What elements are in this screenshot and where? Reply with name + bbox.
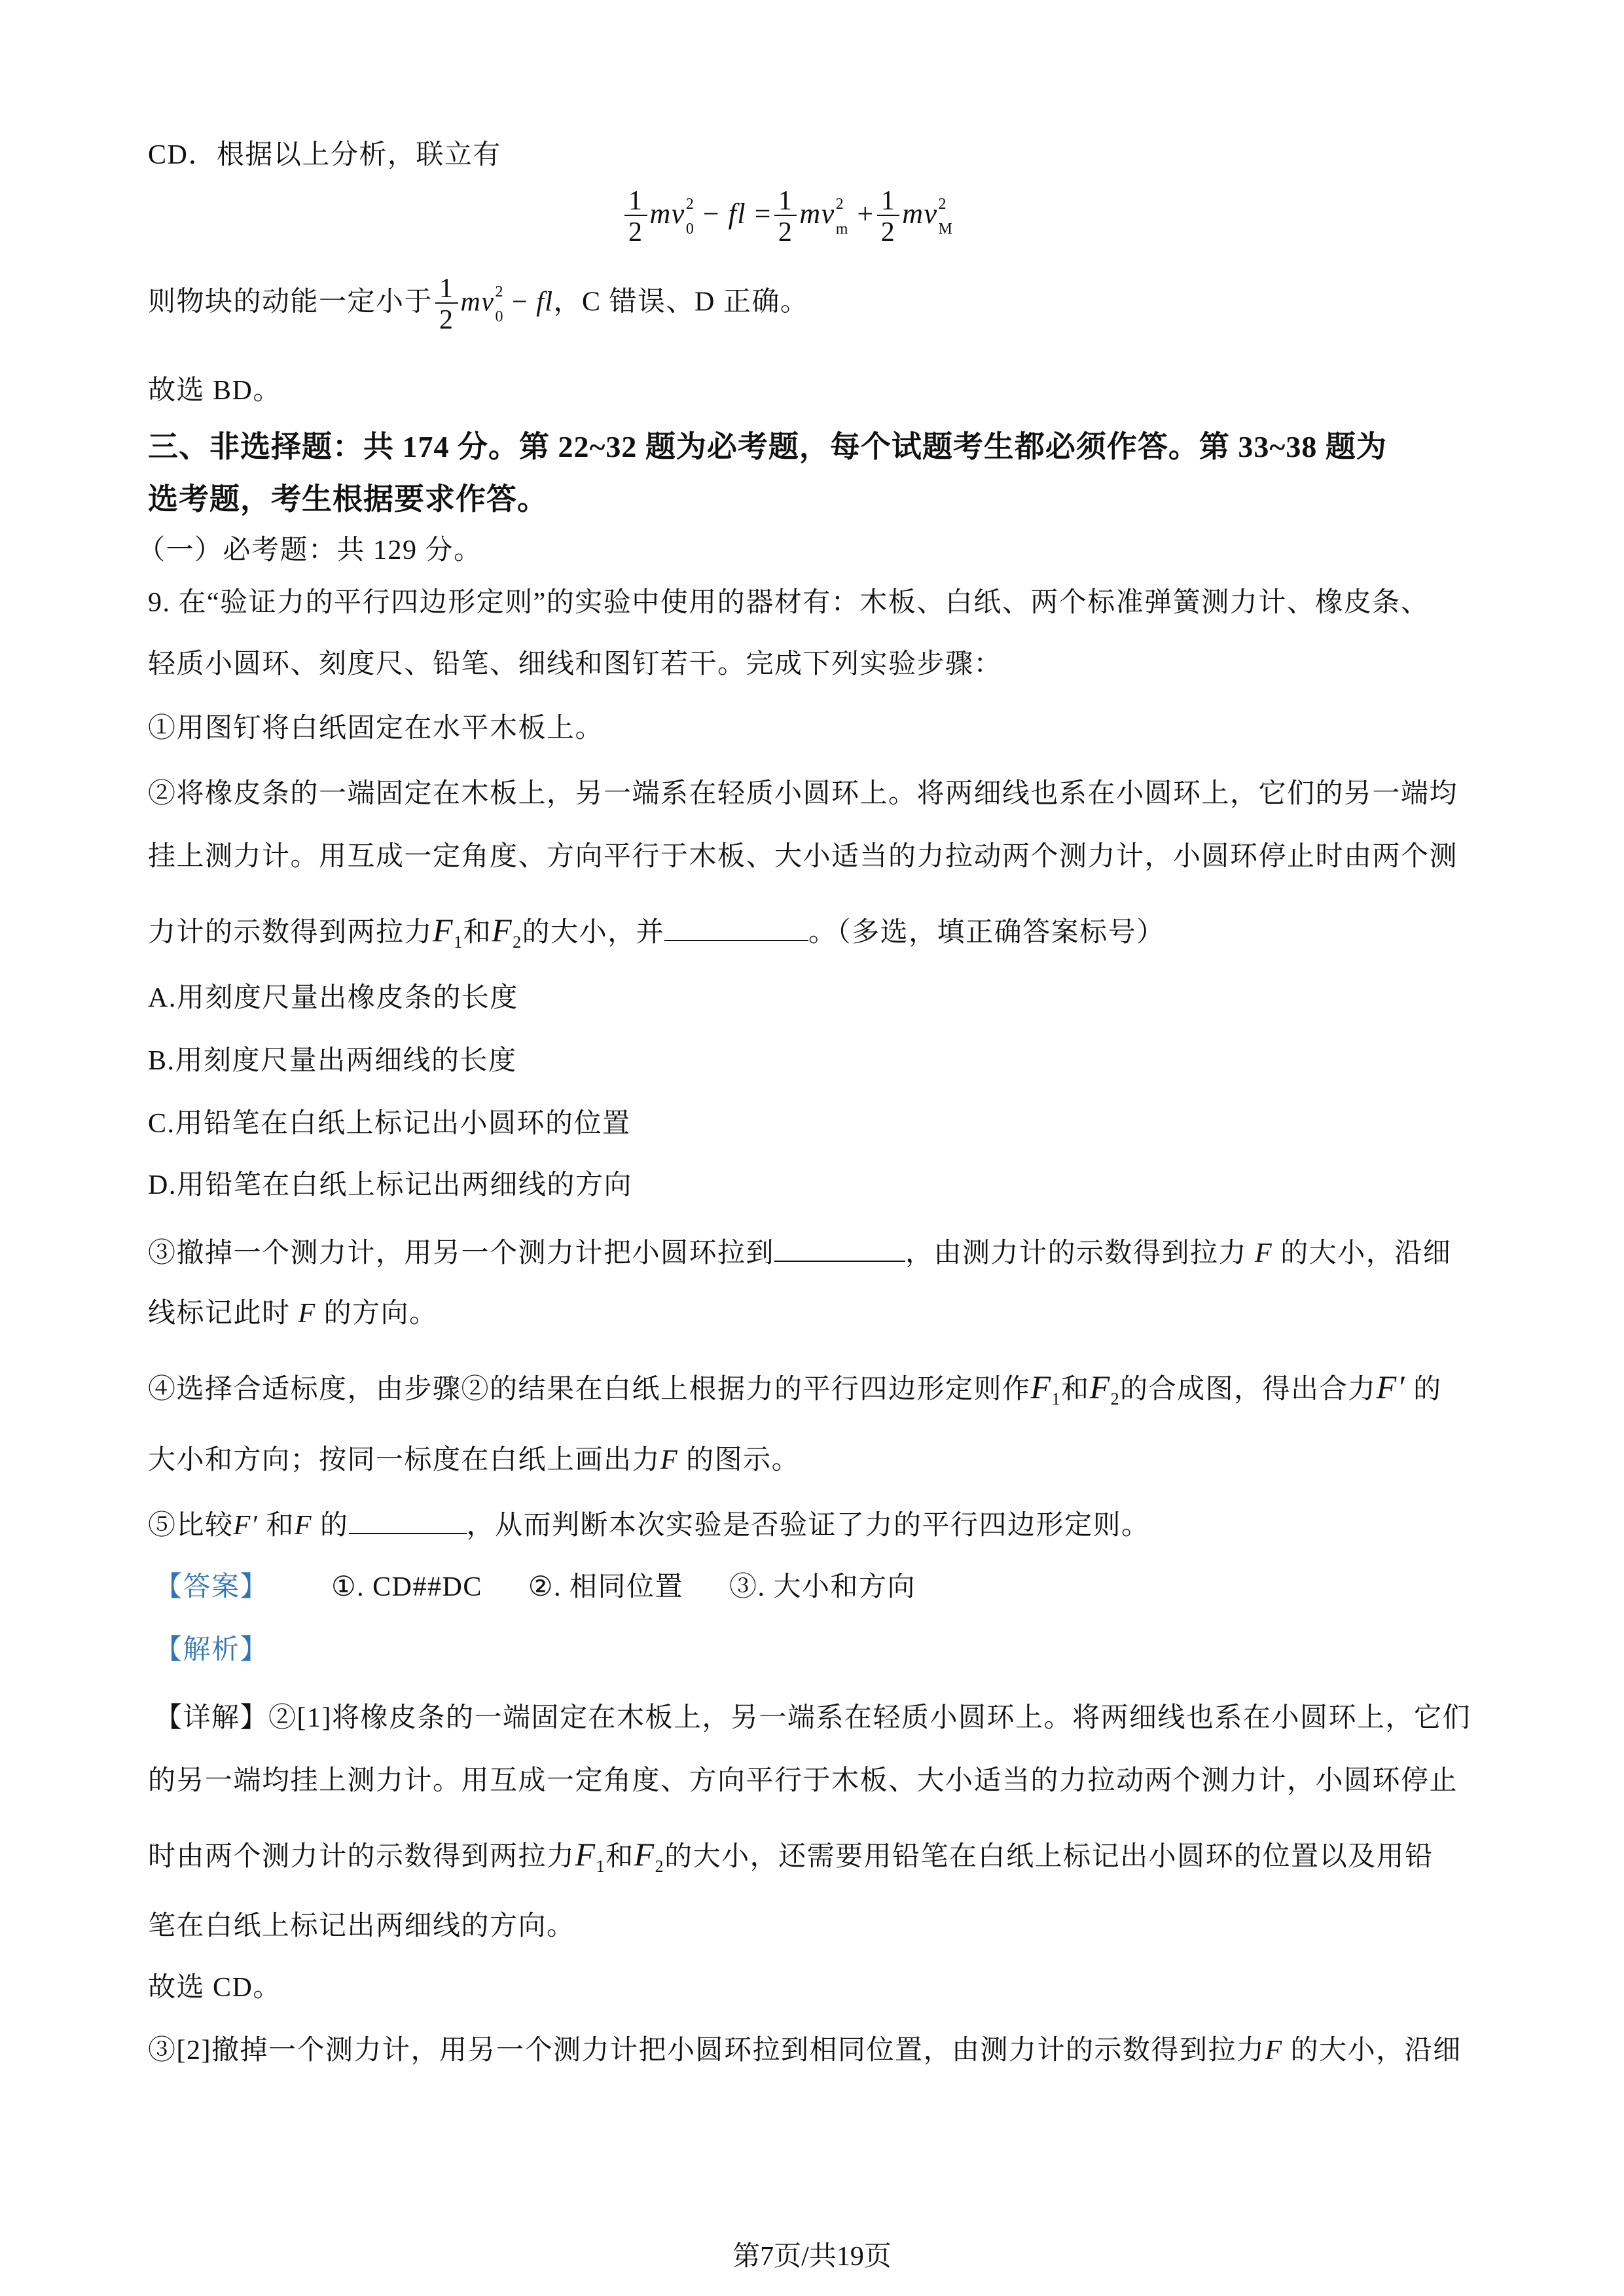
detail-line4: 笔在白纸上标记出两细线的方向。 xyxy=(148,1911,575,1941)
page-number-footer: 第7页/共19页 xyxy=(732,2242,892,2272)
detail-line5: ③[2]撤掉一个测力计，用另一个测力计把小圆环拉到相同位置，由测力计的示数得到拉力F 的大小，沿细 xyxy=(148,2036,1462,2066)
kinetic-energy-conclusion: 则物块的动能一定小于 $\frac{1}{2}$ mv 2 0 − fl，C 错误、D 正确。 xyxy=(148,274,809,335)
answer-label: 【答案】 xyxy=(154,1572,269,1602)
step-2-line3: 力计的示数得到两拉力$F_1$和$F_2$的大小，并 。（多选，填正确答案标号） xyxy=(148,912,1165,952)
fraction-half: $\frac{1}{2}$ xyxy=(624,187,647,246)
choice-bd: 故选 BD。 xyxy=(148,376,281,406)
question-stem-line1: 9. 在“验证力的平行四边形定则”的实验中使用的器材有：木板、白纸、两个标准弹簧测力计、橡皮条、 xyxy=(148,588,1430,618)
section-heading-line1: 三、非选择题：共 174 分。第 22~32 题为必考题，每个试题考生都必须作答。第 33~38 题为 xyxy=(148,430,1387,463)
answer-row xyxy=(154,1573,916,1601)
step-5: ⑤比较F′ 和F 的 ，从而判断本次实验是否验证了力的平行四边形定则。 xyxy=(148,1511,1150,1541)
step-4-line1: ④选择合适标度，由步骤②的结果在白纸上根据力的平行四边形定则作$F_1$和$F_2$的合成图，得出合力F′ 的 xyxy=(148,1369,1442,1408)
detail-line3: 时由两个测力计的示数得到两拉力$F_1$和$F_2$的大小，还需要用铅笔在白纸上标记出小圆环的位置以及用铅 xyxy=(148,1836,1434,1876)
answer-blank-3[interactable] xyxy=(349,1509,467,1534)
answer-blank-2[interactable] xyxy=(774,1237,905,1262)
subsection-heading: （一）必考题：共 129 分。 xyxy=(137,535,482,565)
detail-label: 【详解】 xyxy=(154,1703,269,1733)
step-2-line2: 挂上测力计。用互成一定角度、方向平行于木板、大小适当的力拉动两个测力计，小圆环停止时由两个测 xyxy=(148,842,1458,872)
option-c: C.用铅笔在白纸上标记出小圆环的位置 xyxy=(148,1109,631,1139)
detail-line2: 的另一端均挂上测力计。用互成一定角度、方向平行于木板、大小适当的力拉动两个测力计，小圆环停止 xyxy=(148,1766,1458,1796)
option-b: B.用刻度尺量出两细线的长度 xyxy=(148,1046,517,1076)
step-4-line2: 大小和方向；按同一标度在白纸上画出力F 的图示。 xyxy=(148,1445,801,1475)
cd-analysis-intro: CD．根据以上分析，联立有 xyxy=(148,140,501,170)
option-d: D.用铅笔在白纸上标记出两细线的方向 xyxy=(148,1170,632,1200)
step-3-line2: 线标记此时 F 的方向。 xyxy=(148,1299,438,1329)
answer-item-2: ②. 相同位置 xyxy=(528,1572,684,1602)
step-1: ①用图钉将白纸固定在水平木板上。 xyxy=(148,713,604,744)
section-heading-line2: 选考题，考生根据要求作答。 xyxy=(148,482,548,516)
step-2-line1: ②将橡皮条的一端固定在木板上，另一端系在轻质小圆环上。将两细线也系在小圆环上，它们的另一端均 xyxy=(148,779,1458,809)
option-a: A.用刻度尺量出橡皮条的长度 xyxy=(148,983,518,1013)
detail-choice-cd: 故选 CD。 xyxy=(148,1973,281,2003)
step-3-line1: ③撤掉一个测力计，用另一个测力计把小圆环拉到 ，由测力计的示数得到拉力 F 的大小，沿细 xyxy=(148,1238,1452,1268)
answer-blank-1[interactable] xyxy=(664,916,808,941)
analysis-label: 【解析】 xyxy=(154,1635,269,1665)
detail-line1: 【详解】②[1]将橡皮条的一端固定在木板上，另一端系在轻质小圆环上。将两细线也系在小圆环上，它们 xyxy=(154,1703,1471,1733)
energy-equation: $\frac{1}{2}$ mv 2 0 − fl = $\frac{1}{2}$ mv 2 m + $\frac{1}{2}$ mv 2 M xyxy=(622,187,953,246)
answer-item-1: ①. CD##DC xyxy=(331,1572,482,1602)
question-stem-line2: 轻质小圆环、刻度尺、铅笔、细线和图钉若干。完成下列实验步骤： xyxy=(148,649,1003,679)
answer-item-3: ③. 大小和方向 xyxy=(729,1572,916,1602)
